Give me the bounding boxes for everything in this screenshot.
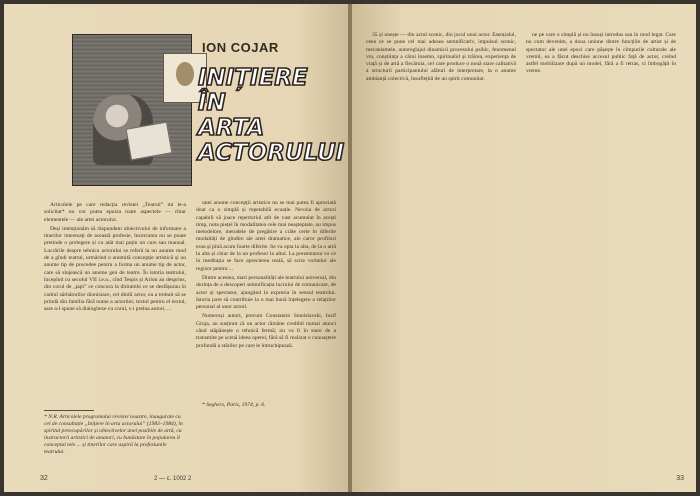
title-line-1: INIȚIERE [198, 65, 308, 91]
right-page [352, 4, 696, 492]
title-line-4: ACTORULUI [198, 140, 345, 166]
issue-mark: 2 — c. 1002 2 [154, 476, 192, 482]
article-author: ION COJAR [202, 40, 279, 55]
right-column-2 [526, 32, 676, 476]
title-line-3: ARTA [198, 115, 265, 141]
article-title [198, 65, 345, 169]
page-number-right: 33 [676, 475, 684, 482]
open-book [126, 122, 173, 161]
footnote: * N.R. Articolele programului revistei noastre, inaugurate cu cel de consultație „Inițiere în arta actorului” (1983–1984), în spiritul preocupărilor și obiectivelor unei posibile de artă, cu instructorii artistici de amatori, cu bunăstare în popularea îl conceptul tele ... și tinerilor care aspiră la profesiunile teatrului. [44, 414, 183, 455]
paragraph: unei anume concepții artistice nu se mai putea fi apreciată doar ca o simplă și repetabilă ecuație. Nevoia de actori capabili să joace repertoriul atît de vast acumulat în acești timp, nota pieței în modalitatea cele mai neașteptate, au impus metodelore, metodele de pregătire a crăte certe în diferite modaltăți de gîndire ale artei dramatice, ale caror profiluri erau și pînă acum foarte diferite. Se va opta la alta, de la o artă la alta și chiar de la un profesor la altul. La prezentarea vo ce în meditația se face aprecierea reală, să scrie vorbelor ale regizor pentru ... [196, 200, 336, 272]
title-line-2: ÎN [198, 90, 226, 116]
paragraph: ne pe care o simplă și nu însuși introdus sau în mod legat. Care nu cum devenim, a doua uniune dintre funcțiile de artist și de spectator ale unei epoci care pășește în cîmpurile culturale ale vremii, ea a făcut deschise accesul public față de actor, creînd astfel mobilizare după un model, fără a fi retras, ci îmbogățit în vreme. [526, 32, 676, 75]
paragraph: Deși intenționăm să răspundem obiectivului de informare a tinerilor interesați de această profesie, încercarea nu se poate pretinde o prelegere și cu atât mai puțin un curs sau manual. Lucrările despre tehnica actorului se referă la un anume mod de a gîndi teatrul, urmărind o anumită concepție artistică și un anume tip de procedee pentru a forma un anume tip de actor, care să slujească un anume gen de teatru. În istoria teatrului, începînd cu secolul VII î.e.n., cînd Tespis și Arion au desprins, din corul de „țapi” ce concura la ditirambi ce se desfășurau în cadrul sărbătorilor dionisiace, cel dintîi actor, ea a trebuit să se prindă din familia fără nume a actorilor, textul pentru el textul, sare a-l spune să dialogheze cu corul, s-i prelua autori, ... [44, 225, 186, 313]
paragraph: Numeroși autori, precum Constantin Stanislavski, Iosif Gruja, au susținut că un actor rămâne credibil numai atunci când stăpânește o tehnică fermă; nu va fi în stare de a transmite pe scenă ideea operei, fără să fi realizat o cunoaștere profundă a stărilor pe care le întruchipează. [196, 313, 336, 349]
citation: * Seghers, Paris, 1974, p. 6. [202, 402, 266, 408]
paragraph: Articolele pe care redacția revistei „Teatrul” mi le-a solicitat* nu vor putea epuiza toate aspectele — chiar elementele — ale artei actorului. [44, 202, 186, 223]
paragraph: Dintre acestea, mari personalități ale teatrului universal, din dorința de a descoperi semnificația lucrului de comunicare, de actor și spectator, ajungând la expresia în sensul teatrului. Istoria pare să contribuie la o mai bună înțelegere a relațiilor personal al unor actori. [196, 274, 336, 311]
left-page [4, 4, 348, 492]
right-column-1 [366, 32, 516, 476]
left-column-2 [196, 200, 336, 478]
footnote-rule [44, 410, 94, 411]
author-photo [72, 34, 192, 186]
magazine-spread [4, 4, 696, 492]
page-number-left: 32 [40, 475, 48, 482]
paragraph: 35 și unește — din actul scenic, din jocul unui actor. Esențialul, ceea ce se pune cel mai adesea semnificativ, impulsul scenic, mecanismele, autoreglajul dinamicii procesului psihic, fenomenul viu, conștiința a cărui însemn, spiritualul și trăirea, experiența de viață și de artă a fiecăruia, cel care produce o nouă stare calitativă a structurii participantului alături de interpretare, la o anume ambianță colectivă, însuflețită de un spirit comunitar. [366, 32, 516, 82]
